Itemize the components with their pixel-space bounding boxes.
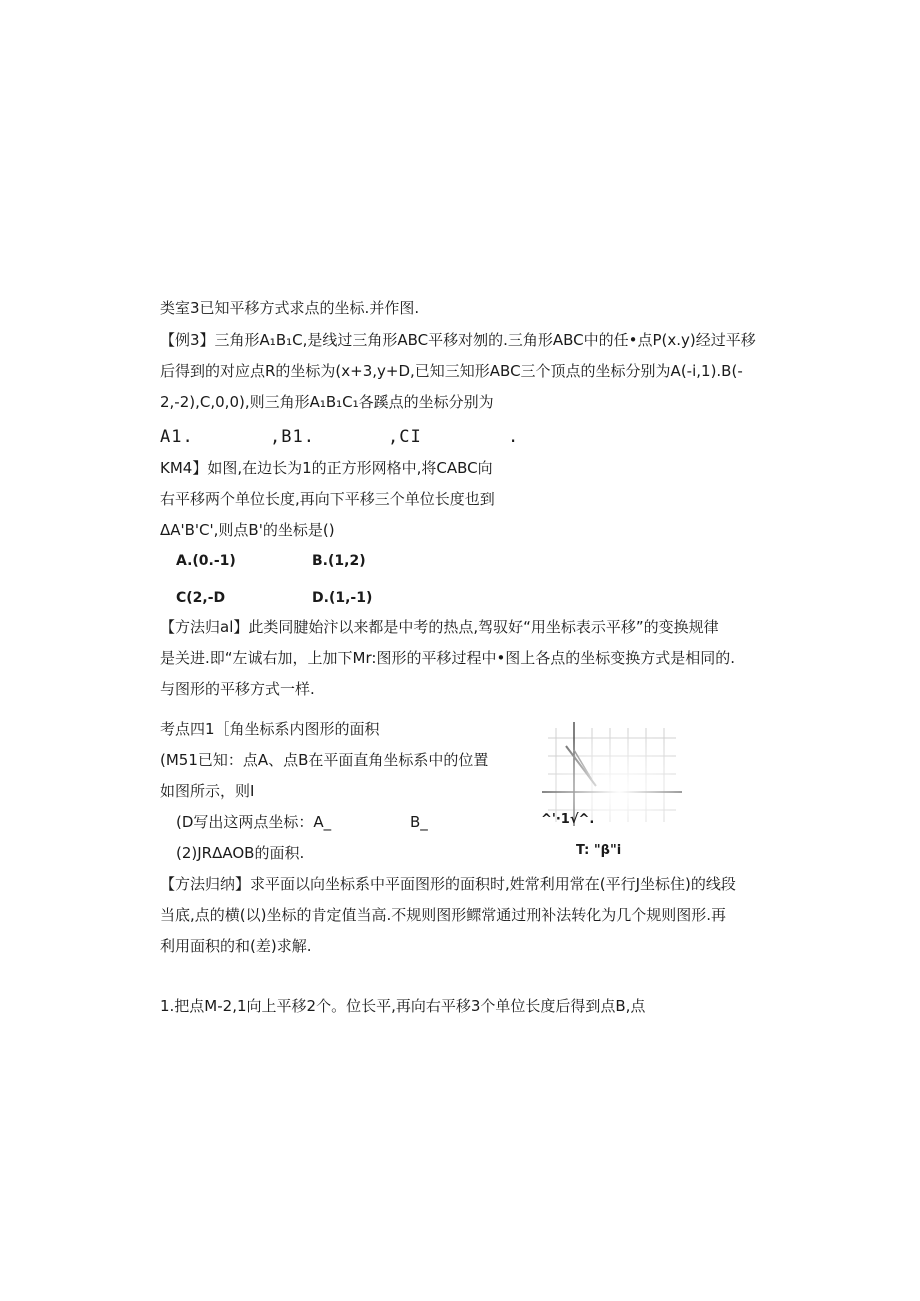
example5-line2: 如图所示，则I [160,782,255,800]
example5-q2: (2)JRΔAOB的面积. [176,844,305,862]
example5-line1: (M51已知：点A、点B在平面直角坐标系中的位置 [160,751,489,769]
example5-q1: (D写出这两点坐标：A_ [176,813,332,831]
example3-line1: 【例3】三角形A₁B₁C,是线过三角形ABC平移对刎的.三角形ABC中的任•点P(x.y)经过平移 [160,331,756,349]
example4-line1: KM4】如图,在边长为1的正方形网格中,将CABC向 [160,459,493,477]
example4-line3: ΔA'B'C',则点B'的坐标是() [160,521,335,539]
example3-line3: 2,-2),C,0,0),则三角形A₁B₁C₁各蹊点的坐标分别为 [160,393,494,411]
method1-line1: 【方法归al】此类同腱始汴以来都是中考的热点,驾驭好“用坐标表示平移”的变换规律 [160,618,719,636]
option-b: B.(1,2) [312,553,366,569]
answer-c1: ,CI [388,427,422,447]
example4-line2: 右平移两个单位长度,再向下平移三个单位长度也到 [160,490,495,508]
example5-q1b: B_ [410,813,428,831]
method2-line3: 利用面积的和(差)求解. [160,937,312,955]
answer-b1: ,B1. [270,427,315,447]
answer-a1: A1. [160,427,194,447]
method2-line1: 【方法归纳】求平面以向坐标系中平面图形的面积时,姓常利用常在(平行J坐标住)的线段 [160,875,736,893]
method1-line2: 是关进.即“左诚右加，上加下Mr:图形的平移过程中•图上各点的坐标变换方式是相同的. [160,649,736,667]
section4-title: 考点四1［角坐标系内图形的面积 [160,720,380,738]
graph-note-2: T: "β"i [576,843,622,858]
section3-title: 类室3已知平移方式求点的坐标.并作图. [160,299,420,317]
answer-end: . [508,427,520,447]
option-c: C(2,-D [176,590,226,606]
example3-line2: 后得到的对应点R的坐标为(x+3,y+D,已知三知形ABC三个顶点的坐标分别为A(-i,1).B(- [160,362,743,380]
option-d: D.(1,-1) [312,590,373,606]
exercise1-line1: 1.把点M-2,1向上平移2个。位长平,再向右平移3个单位长度后得到点B,点 [160,997,646,1015]
method1-line3: 与图形的平移方式一样. [160,680,315,698]
graph-note-1: ^'·1√^. [541,812,595,827]
method2-line2: 当底,点的横(以)坐标的肯定值当高.不规则图形鳏常通过刑补法转化为几个规则图形.再 [160,906,727,924]
option-a: A.(0.-1) [176,553,236,569]
